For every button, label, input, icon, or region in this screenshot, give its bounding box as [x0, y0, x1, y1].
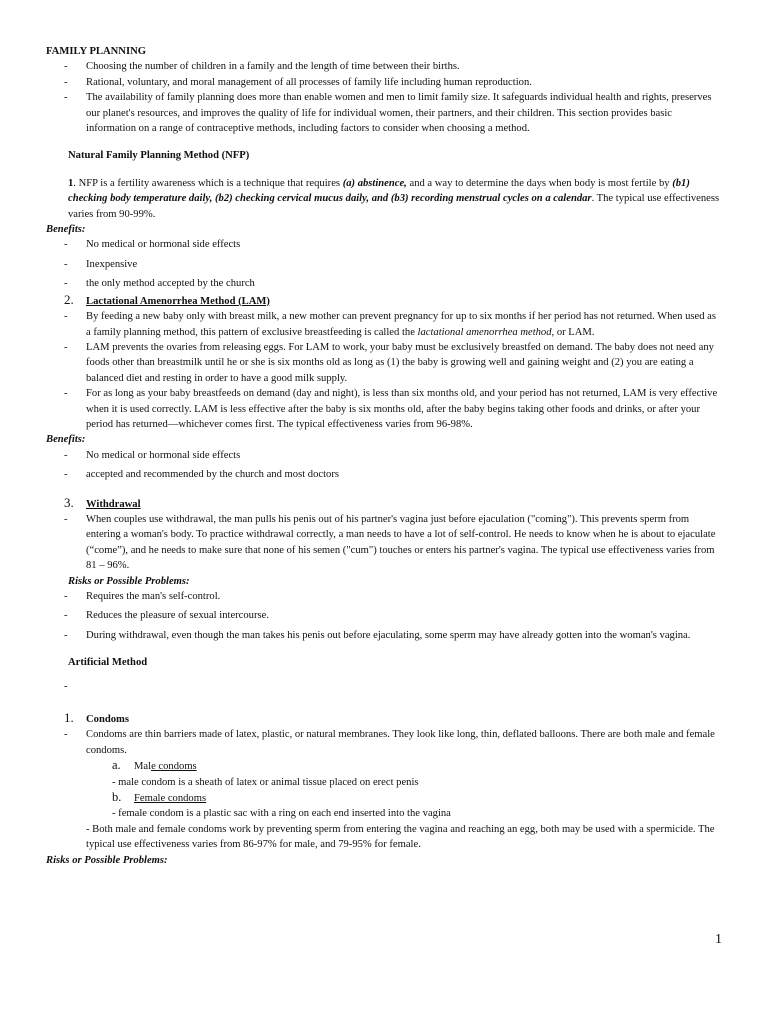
benefits-label: Benefits:	[46, 434, 86, 446]
condoms-paragraph: - Both male and female condoms work by preventing sperm from entering the vagina and reaching an egg, both may be used with a spermicide. The typical use effectiveness varies from 86-97% for male, and 79-95% for female.	[86, 823, 715, 851]
list-item: - The availability of family planning does more than enable women and men to limit family size. It safeguards individual health and rights, preserves our planet's resources, and improves the quality of life for individual women, their partners, and their children. This section provides basic information on a range of contraceptive methods, including factors to consider when choosing a method.	[64, 92, 712, 135]
nfp-paragraph: 1. NFP is a fertility awareness which is a technique that requires (a) abstinence, and a way to determine the days when body is most fertile by (b1) checking body temperature daily, (b2) checking cervical mucus daily, and (b3) recording menstrual cycles on a calendar. The typical use effectiveness varies from 90-99%.	[68, 177, 720, 220]
list-item: - By feeding a new baby only with breast milk, a new mother can prevent pregnancy for up to six months if her period has not returned. When used as a family planning method, this pattern of exclusive breastfeeding is called the lactational amenorrhea method, or LAM.	[64, 311, 716, 338]
list-item: - Choosing the number of children in a family and the length of time between their births.	[64, 61, 460, 73]
list-item: - accepted and recommended by the church and most doctors	[64, 469, 339, 481]
section-heading-condoms: 1. Condoms	[64, 710, 129, 726]
list-item: - No medical or hormonal side effects	[64, 239, 241, 251]
section-heading-artificial: Artificial Method	[68, 657, 148, 669]
male-condoms-text: - male condom is a sheath of latex or animal tissue placed on erect penis	[112, 776, 419, 788]
list-item: - the only method accepted by the church	[64, 278, 255, 290]
list-item: - Requires the man's self-control.	[64, 591, 221, 602]
list-item: - Inexpensive	[64, 258, 138, 270]
list-item: - When couples use withdrawal, the man pulls his penis out of his partner's vagina just before ejaculation ("coming"). This prevents sperm from entering a woman's body. To practice withdrawal correctly, a man needs to have a lot of self-control. He needs to know when he is about to ejaculate (“come”), and he needs to make sure that none of his semen ("cum") touches or enters his partner's vagina. The typical use effectiveness varies from 81 – 96%.	[64, 513, 716, 572]
benefits-label: Benefits:	[46, 224, 86, 236]
list-item: - For as long as your baby breastfeeds on demand (day and night), is less than six months old, and your period has not returned, LAM is very effective when it is used correctly. LAM is less effective after the baby is six months old, after the baby begins taking other foods and drinks, or after your period has returned—whichever comes first. The typical effectiveness varies from 96-98%.	[64, 388, 718, 430]
section-heading-withdrawal: 3. Withdrawal	[64, 494, 141, 510]
list-item: - LAM prevents the ovaries from releasing eggs. For LAM to work, your baby must be exclusively breastfed on demand. The baby does not need any foods other than breastmilk until he or she is six months old as long as (1) the baby is growing well and gaining weight and (2) you are eating a balanced diet and resting in order to have a good milk supply.	[64, 341, 714, 384]
section-heading-nfp: Natural Family Planning Method (NFP)	[68, 150, 250, 162]
section-heading-lam: 2. Lactational Amenorrhea Method (LAM)	[64, 291, 270, 307]
risks-label: Risks or Possible Problems:	[68, 575, 190, 587]
list-item: -	[64, 680, 68, 692]
list-item: - Condoms are thin barriers made of latex, plastic, or natural membranes. They look like long, thin, deflated balloons. There are both male and female condoms.	[64, 729, 715, 756]
list-item: - Reduces the pleasure of sexual intercourse.	[64, 610, 269, 622]
list-item: - No medical or hormonal side effects	[64, 449, 241, 461]
risks-label: Risks or Possible Problems:	[46, 854, 168, 866]
list-item: - During withdrawal, even though the man takes his penis out before ejaculating, some sperm may have already gotten into the woman's vagina.	[64, 629, 691, 641]
female-condoms-text: - female condom is a plastic sac with a ring on each end inserted into the vagina	[112, 808, 451, 820]
female-condoms-heading: b. Female condoms	[112, 790, 207, 805]
list-item: - Rational, voluntary, and moral management of all processes of family life including human reproduction.	[64, 76, 532, 88]
male-condoms-heading: a. Male condoms	[112, 758, 197, 773]
page-title: FAMILY PLANNING	[46, 46, 146, 57]
page-number: 1	[715, 932, 722, 947]
